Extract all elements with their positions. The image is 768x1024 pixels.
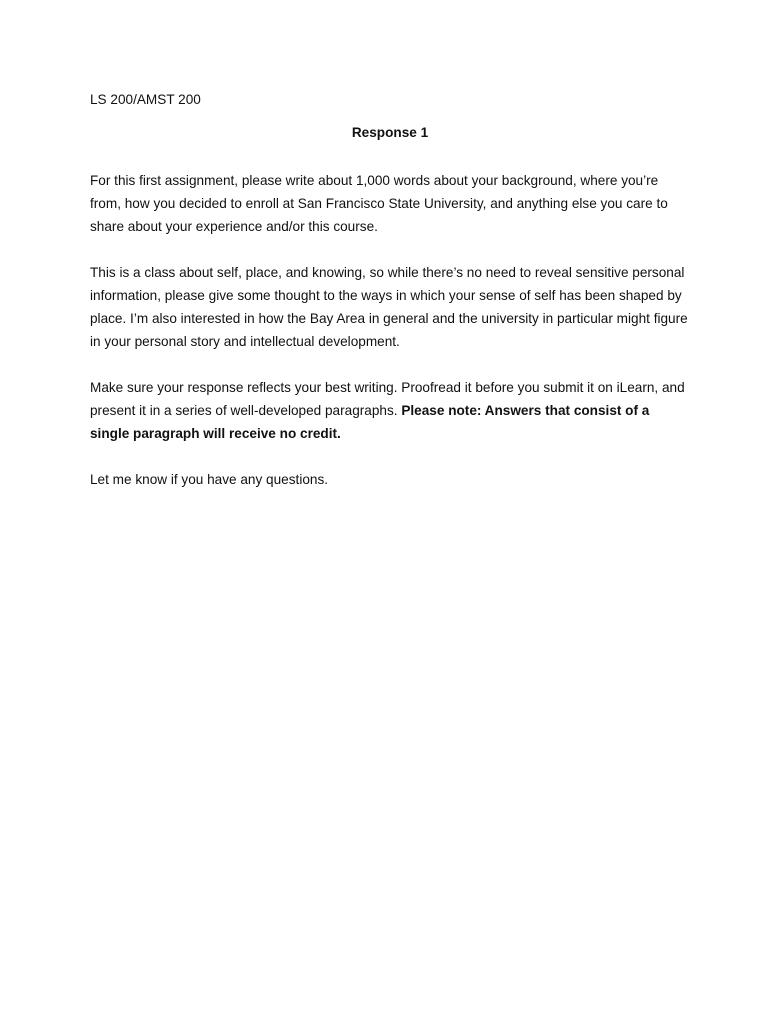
- paragraph-assignment: For this first assignment, please write about 1,000 words about your background, where you’re from, how you decided to enroll at San Francisco State University, and anything else you care to share about your experience and/or this course.: [90, 173, 668, 234]
- paragraph-writing-instructions: [90, 376, 690, 445]
- paragraph-questions: Let me know if you have any questions.: [90, 472, 329, 487]
- document-title: Response 1: [351, 125, 429, 140]
- credit-warning: Please note: Answers that consist of a single paragraph will receive no credit.: [90, 403, 650, 441]
- instructions-text: Make sure your response reflects your best writing. Proofread it before you submit it on iLearn, and present it in a series of well-developed paragraphs.: [90, 380, 685, 418]
- course-code: LS 200/AMST 200: [90, 92, 201, 107]
- document-page: [90, 88, 690, 514]
- paragraph-class-description: This is a class about self, place, and knowing, so while there’s no need to reveal sensitive personal information, please give some thought to the ways in which your sense of self has been shaped by place. I’m also interested in how the Bay Area in general and the university in particular might figure in your personal story and intellectual development.: [90, 265, 688, 349]
